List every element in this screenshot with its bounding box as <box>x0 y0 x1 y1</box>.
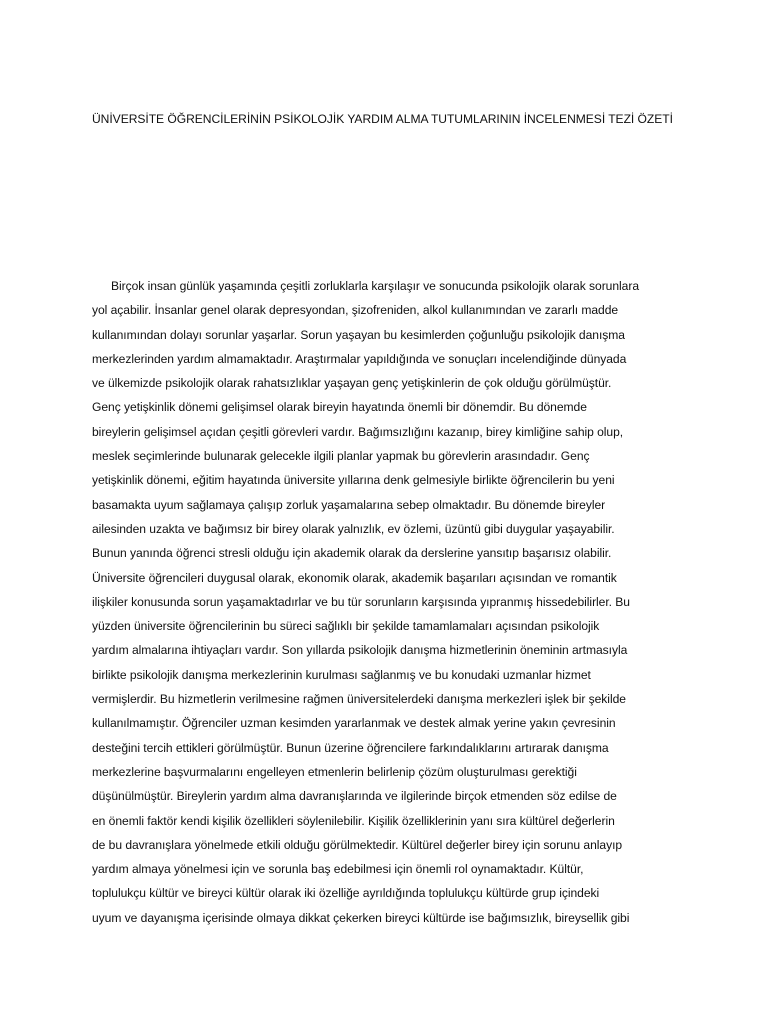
paragraph-line: Genç yetişkinlik dönemi gelişimsel olarak bireyin hayatında önemli bir dönemdir. Bu dönemde <box>92 400 587 415</box>
summary-paragraph <box>92 276 732 932</box>
paragraph-line: yol açabilir. İnsanlar genel olarak depresyondan, şizofreniden, alkol kullanımından ve zararlı madde <box>92 303 619 318</box>
paragraph-line: bireylerin gelişimsel açıdan çeşitli görevleri vardır. Bağımsızlığını kazanıp, birey kimliğine sahip olup, <box>92 424 624 439</box>
paragraph-line: ailesinden uzakta ve bağımsız bir birey olarak yalnızlık, ev özlemi, üzüntü gibi duygular yaşayabilir. <box>92 521 615 536</box>
paragraph-line: Üniversite öğrencileri duygusal olarak, ekonomik olarak, akademik başarıları açısından ve romantik <box>92 570 617 585</box>
paragraph-line: kullanımından dolayı sorunlar yaşarlar. Sorun yaşayan bu kesimlerden çoğunluğu psikolojik danışma <box>92 327 625 342</box>
paragraph-line: meslek seçimlerinde bulunarak gelecekle ilgili planlar yapmak bu görevlerin arasındadır. Genç <box>92 449 590 464</box>
paragraph-line: vermişlerdir. Bu hizmetlerin verilmesine rağmen üniversitelerdeki danışma merkezleri işlek bir şekilde <box>92 692 626 707</box>
paragraph-line: Birçok insan günlük yaşamında çeşitli zorluklarla karşılaşır ve sonucunda psikolojik olarak sorunlara <box>111 279 639 293</box>
paragraph-line: en önemli faktör kendi kişilik özellikleri söylenilebilir. Kişilik özelliklerinin yanı sıra kültürel değerlerin <box>92 813 615 828</box>
paragraph-line: ilişkiler konusunda sorun yaşamaktadırlar ve bu tür sorunların karşısında yıpranmış hissedebilirler. Bu <box>92 594 630 609</box>
paragraph-line: kullanılmamıştır. Öğrenciler uzman kesimden yararlanmak ve destek almak yerine yakın çevresinin <box>92 716 616 731</box>
paragraph-line: yardım almaya yönelmesi için ve sorunla baş edebilmesi için önemli rol oynamaktadır. Kültür, <box>92 862 584 877</box>
paragraph-line: toplulukçu kültür ve bireyci kültür olarak iki özelliğe ayrıldığında toplulukçu kültürde grup içindeki <box>92 886 600 901</box>
paragraph-line: uyum ve dayanışma içerisinde olmaya dikkat çekerken bireyci kültürde ise bağımsızlık, bireysellik gibi <box>92 910 630 925</box>
paragraph-line: düşünülmüştür. Bireylerin yardım alma davranışlarında ve ilgilerinde birçok etmenden söz edilse de <box>92 789 617 804</box>
paragraph-line: Bunun yanında öğrenci stresli olduğu için akademik olarak da derslerine yansıtıp başarısız olabilir. <box>92 546 612 561</box>
paragraph-line: yardım almalarına ihtiyaçları vardır. Son yıllarda psikolojik danışma hizmetlerinin öneminin artmasıyla <box>92 643 628 658</box>
paragraph-line: basamakta uyum sağlamaya çalışıp zorluk yaşamalarına sebep olmaktadır. Bu dönemde bireyler <box>92 497 606 512</box>
paragraph-line: yetişkinlik dönemi, eğitim hayatında üniversite yıllarına denk gelmesiyle birlikte öğrencilerin bu yeni <box>92 473 615 488</box>
paragraph-line: ve ülkemizde psikolojik olarak rahatsızlıklar yaşayan genç yetişkinlerin de çok olduğu görülmüştür. <box>92 376 612 391</box>
paragraph-line: yüzden üniversite öğrencilerinin bu süreci sağlıklı bir şekilde tamamlamaları açısından psikolojik <box>92 619 600 634</box>
paragraph-line: de bu davranışlara yönelmede etkili olduğu görülmektedir. Kültürel değerler birey için sorunu anlayıp <box>92 837 623 852</box>
paragraph-line: merkezlerinden yardım almamaktadır. Araştırmalar yapıldığında ve sonuçları incelendiğinde dünyada <box>92 351 627 366</box>
paragraph-line: desteğini tercih ettikleri görülmüştür. Bunun üzerine öğrencilere farkındalıklarını artırarak danışma <box>92 740 609 755</box>
paragraph-line: birlikte psikolojik danışma merkezlerinin kurulması sağlanmış ve bu konudaki uzmanlar hizmet <box>92 667 591 682</box>
document-title: ÜNİVERSİTE ÖĞRENCİLERİNİN PSİKOLOJİK YARDIM ALMA TUTUMLARININ İNCELENMESİ TEZİ ÖZETİ <box>92 112 673 126</box>
paragraph-line: merkezlerine başvurmalarını engelleyen etmenlerin belirlenip çözüm oluşturulması gerektiği <box>92 764 577 779</box>
